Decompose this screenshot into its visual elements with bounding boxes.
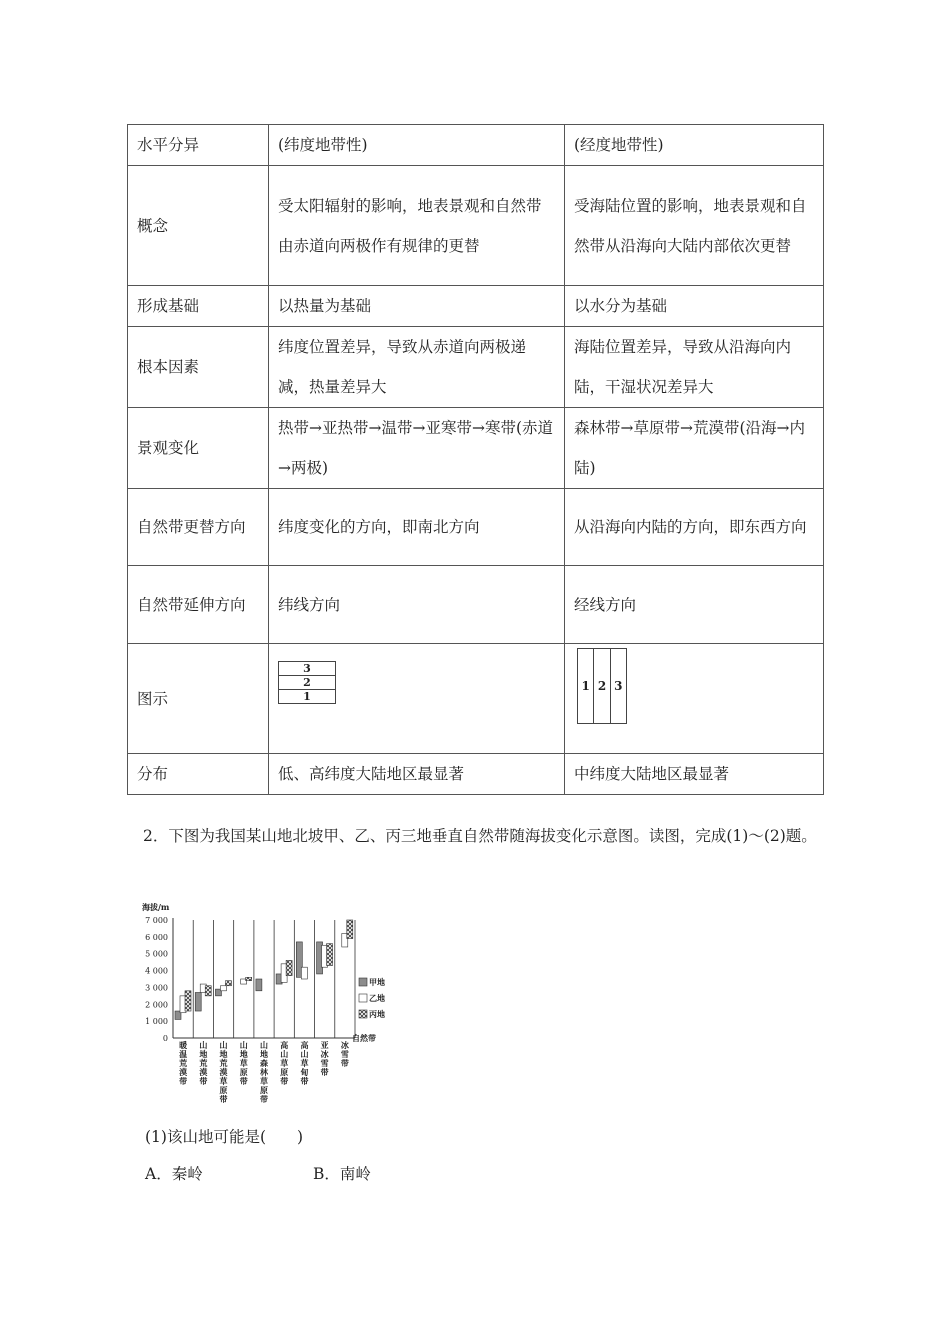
x-tick-label: 荒 [179, 1058, 188, 1068]
x-tick-label: 漠 [179, 1067, 188, 1077]
bar-乙地 [220, 986, 226, 991]
table-row [128, 754, 824, 795]
x-tick-label: 漠 [199, 1067, 208, 1077]
y-tick-label: 1 000 [145, 1017, 168, 1027]
longitude-cell: (经度地带性) [565, 125, 824, 166]
y-tick-label: 5 000 [145, 949, 168, 959]
longitude-zonation-diagram [577, 648, 627, 724]
x-tick-label: 带 [179, 1076, 188, 1086]
latitude-cell: (纬度地带性) [269, 125, 565, 166]
longitude-cell: 以水分为基础 [565, 286, 824, 327]
x-tick-label: 荒 [219, 1058, 228, 1068]
x-tick-label: 雪 [320, 1058, 329, 1068]
x-tick-label: 带 [280, 1076, 289, 1086]
row-label: 根本因素 [128, 327, 269, 408]
x-tick-label: 暖 [179, 1040, 188, 1050]
latitude-cell: 低、高纬度大陆地区最显著 [269, 754, 565, 795]
table-row [128, 644, 824, 754]
x-tick-label: 带 [260, 1094, 268, 1104]
x-tick-label: 地 [239, 1049, 248, 1059]
diagram-band: 3 [614, 679, 623, 693]
x-tick-label: 亚 [320, 1040, 329, 1050]
x-tick-label: 荒 [199, 1058, 208, 1068]
x-tick-label: 带 [219, 1094, 228, 1104]
y-tick-label: 2 000 [145, 1000, 168, 1010]
x-tick-label: 山 [199, 1040, 208, 1050]
x-tick-label: 地 [260, 1049, 268, 1059]
x-tick-label: 带 [199, 1076, 208, 1086]
legend-label: 甲地 [369, 977, 385, 987]
row-label: 概念 [128, 166, 269, 286]
x-tick-label: 山 [280, 1049, 289, 1059]
option-b[interactable]: B．南岭 [313, 1165, 371, 1183]
option-a[interactable]: A．秦岭 [145, 1165, 203, 1183]
diagram-band: 3 [279, 662, 336, 676]
bar-丙地 [286, 960, 292, 975]
y-tick-label: 0 [162, 1034, 168, 1043]
x-tick-label: 原 [280, 1067, 289, 1077]
y-tick-label: 7 000 [145, 916, 168, 925]
x-tick-label: 原 [239, 1067, 248, 1077]
latitude-diagram-cell [269, 644, 565, 754]
table-row [128, 566, 824, 644]
latitude-cell: 纬线方向 [269, 566, 565, 644]
bar-甲地 [195, 992, 201, 1011]
diagram-band: 1 [279, 690, 336, 704]
legend-swatch [359, 978, 367, 986]
diagram-band: 1 [578, 649, 594, 723]
bar-丙地 [327, 944, 333, 966]
x-axis-label: 自然带 [352, 1033, 376, 1043]
x-tick-label: 地 [199, 1049, 208, 1059]
latitude-cell: 纬度变化的方向，即南北方向 [269, 489, 565, 566]
latitude-cell: 受太阳辐射的影响，地表景观和自然带由赤道向两极作有规律的更替 [269, 166, 565, 286]
bar-甲地 [256, 979, 262, 991]
altitude-zonation-chart [140, 898, 400, 1123]
x-tick-label: 山 [300, 1049, 309, 1059]
table-row [128, 408, 824, 489]
legend-label: 乙地 [369, 993, 385, 1003]
longitude-diagram-cell [565, 644, 824, 754]
bar-丙地 [347, 920, 353, 939]
row-label: 自然带延伸方向 [128, 566, 269, 644]
longitude-cell: 中纬度大陆地区最显著 [565, 754, 824, 795]
latitude-cell: 纬度位置差异，导致从赤道向两极递减，热量差异大 [269, 327, 565, 408]
x-tick-label: 温 [179, 1049, 188, 1059]
longitude-cell: 从沿海向内陆的方向，即东西方向 [565, 489, 824, 566]
x-tick-label: 草 [280, 1058, 289, 1068]
y-tick-label: 6 000 [145, 932, 168, 942]
x-tick-label: 冰 [320, 1049, 329, 1059]
x-tick-label: 带 [239, 1076, 248, 1086]
x-tick-label: 山 [219, 1040, 228, 1050]
table-row [128, 286, 824, 327]
longitude-cell: 海陆位置差异，导致从沿海向内陆，干湿状况差异大 [565, 327, 824, 408]
x-tick-label: 草 [300, 1058, 309, 1068]
legend-swatch [359, 1010, 367, 1018]
x-tick-label: 草 [219, 1076, 228, 1086]
bar-丙地 [185, 991, 191, 1011]
longitude-cell: 经线方向 [565, 566, 824, 644]
legend-swatch [359, 994, 367, 1002]
x-tick-label: 山 [260, 1040, 268, 1050]
longitude-cell: 受海陆位置的影响，地表景观和自然带从沿海向大陆内部依次更替 [565, 166, 824, 286]
bar-丙地 [246, 977, 252, 980]
table-row [128, 125, 824, 166]
x-tick-label: 高 [300, 1040, 309, 1050]
row-label: 水平分异 [128, 125, 269, 166]
comparison-table [127, 124, 824, 795]
x-tick-label: 原 [260, 1085, 268, 1095]
table-row [128, 489, 824, 566]
subquestion-1: (1)该山地可能是( ) [145, 1128, 304, 1146]
x-tick-label: 林 [260, 1067, 268, 1077]
diagram-band: 2 [594, 649, 610, 723]
x-tick-label: 原 [219, 1085, 228, 1095]
row-label: 形成基础 [128, 286, 269, 327]
x-tick-label: 雪 [340, 1049, 349, 1059]
y-tick-label: 3 000 [145, 983, 168, 993]
table-row [128, 166, 824, 286]
x-tick-label: 高 [280, 1040, 289, 1050]
row-label: 景观变化 [128, 408, 269, 489]
x-tick-label: 草 [260, 1076, 268, 1086]
bar-丙地 [205, 986, 211, 996]
x-tick-label: 带 [300, 1076, 309, 1086]
x-tick-label: 森 [260, 1058, 268, 1068]
x-tick-label: 漠 [219, 1067, 228, 1077]
diagram-band: 2 [279, 676, 336, 690]
x-tick-label: 草 [239, 1058, 248, 1068]
y-tick-label: 4 000 [145, 966, 168, 976]
x-tick-label: 带 [340, 1058, 349, 1068]
longitude-cell: 森林带→草原带→荒漠带(沿海→内陆) [565, 408, 824, 489]
legend-label: 丙地 [369, 1009, 385, 1019]
y-axis-label: 海拔/m [142, 902, 170, 912]
row-label: 分布 [128, 754, 269, 795]
bar-乙地 [301, 967, 307, 979]
x-tick-label: 地 [219, 1049, 228, 1059]
latitude-cell: 热带→亚热带→温带→亚寒带→寒带(赤道→两极) [269, 408, 565, 489]
row-label: 自然带更替方向 [128, 489, 269, 566]
latitude-zonation-diagram [278, 661, 336, 704]
bar-丙地 [225, 981, 231, 986]
latitude-cell: 以热量为基础 [269, 286, 565, 327]
row-label: 图示 [128, 644, 269, 754]
question-intro: 2．下图为我国某山地北坡甲、乙、丙三地垂直自然带随海拔变化示意图。读图，完成(1)～(2)题。 [143, 827, 817, 845]
x-tick-label: 甸 [300, 1067, 309, 1077]
x-tick-label: 山 [239, 1040, 248, 1050]
table-row [128, 327, 824, 408]
x-tick-label: 冰 [340, 1040, 349, 1050]
x-tick-label: 带 [320, 1067, 329, 1077]
